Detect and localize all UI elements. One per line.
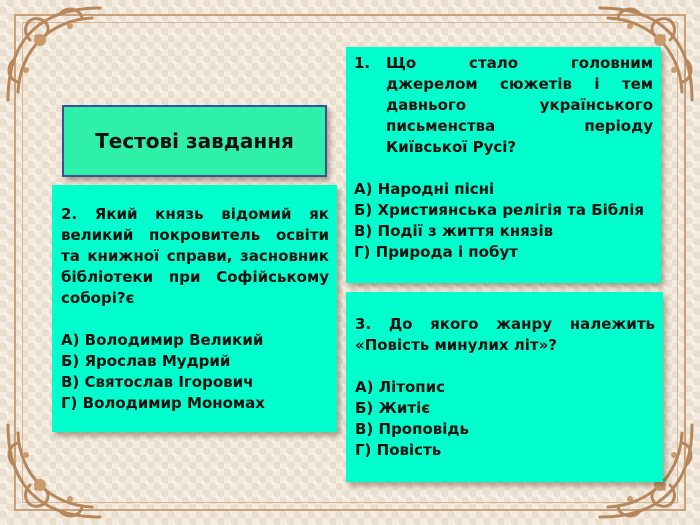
option-b: Б) Ярослав Мудрий xyxy=(61,352,231,370)
question-3-text: 3. До якого жанру належить «Повість минулих літ»? xyxy=(355,315,655,354)
option-b: Б) Християнська релігія та Біблія xyxy=(354,201,645,219)
slide-title xyxy=(62,105,327,177)
option-d: Г) Володимир Мономах xyxy=(61,394,265,412)
question-1-box xyxy=(346,47,661,283)
question-1-options xyxy=(354,179,653,263)
option-c: В) Святослав Ігорович xyxy=(61,373,254,391)
question-1-stem xyxy=(354,53,653,158)
question-2-text: 2. Який князь відомий як великий покровитель освіти та книжної справи, засновник бібліотеки при Софійському соборі?є xyxy=(61,205,329,307)
question-3-options xyxy=(355,377,655,461)
question-2-options xyxy=(61,330,329,414)
option-a: А) Народні пісні xyxy=(354,180,495,198)
option-a: А) Літопис xyxy=(355,378,446,396)
question-2-box xyxy=(52,185,337,432)
option-c: В) Події з життя князів xyxy=(354,222,554,240)
option-c: В) Проповідь xyxy=(355,420,470,438)
question-1-text: Що стало головним джерелом сюжетів і тем давнього українського письменства періоду Київської Русі? xyxy=(386,54,653,156)
option-a: А) Володимир Великий xyxy=(61,331,264,349)
option-d: Г) Повість xyxy=(355,441,442,459)
slide-title-text: Тестові завдання xyxy=(95,128,294,153)
option-d: Г) Природа і побут xyxy=(354,243,518,261)
question-1-number: 1. xyxy=(354,54,371,72)
option-b: Б) Житіє xyxy=(355,399,431,417)
corner-ornament-icon xyxy=(0,0,110,110)
question-3-box xyxy=(346,292,663,482)
